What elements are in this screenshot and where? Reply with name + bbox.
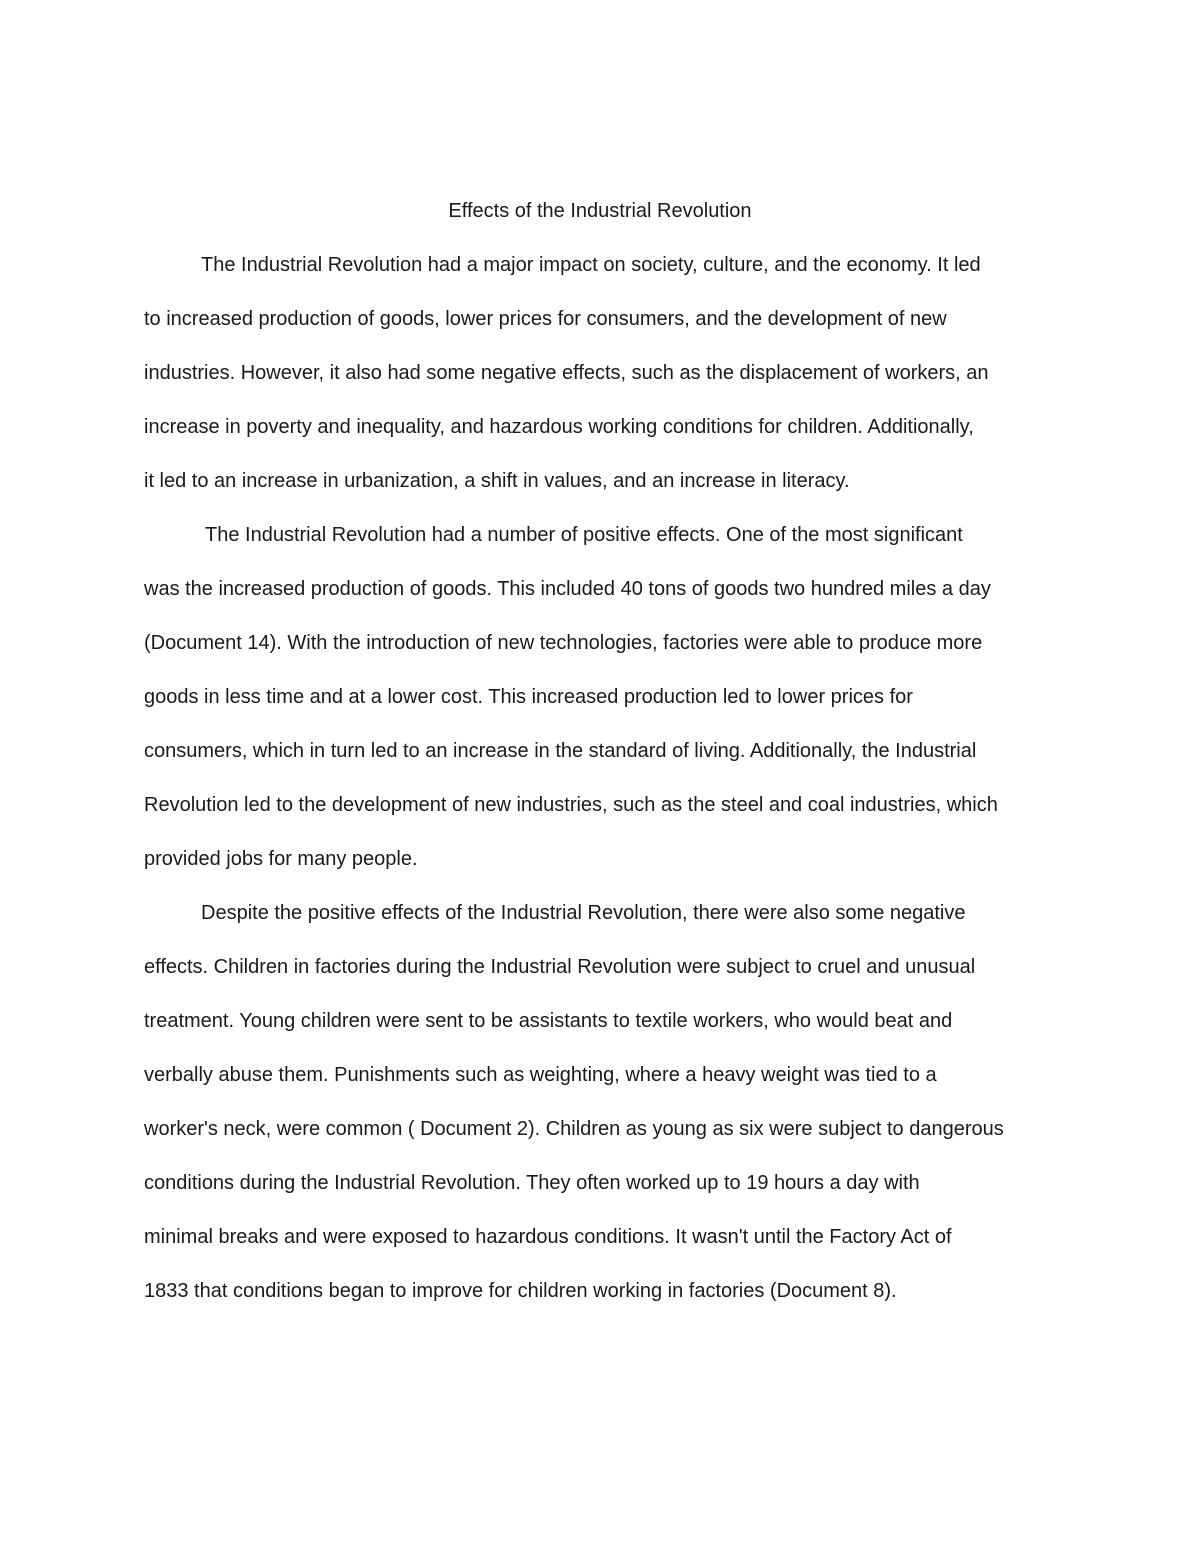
paragraph-3-line-7: minimal breaks and were exposed to hazardous conditions. It wasn't until the Factory Act of [144,1226,952,1248]
paragraph-2-line-6: Revolution led to the development of new industries, such as the steel and coal industries, which [144,794,998,816]
paragraph-1-line-5: it led to an increase in urbanization, a shift in values, and an increase in literacy. [144,470,850,492]
paragraph-3-line-4: verbally abuse them. Punishments such as weighting, where a heavy weight was tied to a [144,1064,937,1086]
paragraph-2-line-5: consumers, which in turn led to an increase in the standard of living. Additionally, the Industrial [144,740,977,762]
paragraph-1-line-3: industries. However, it also had some negative effects, such as the displacement of workers, an [144,362,989,384]
paragraph-2-line-1: The Industrial Revolution had a number of positive effects. One of the most significant [205,524,963,546]
paragraph-3-line-2: effects. Children in factories during the Industrial Revolution were subject to cruel and unusual [144,956,976,978]
paragraph-3-line-3: treatment. Young children were sent to be assistants to textile workers, who would beat and [144,1010,953,1032]
paragraph-3-line-1: Despite the positive effects of the Industrial Revolution, there were also some negative [201,902,966,924]
paragraph-3-line-5: worker's neck, were common ( Document 2). Children as young as six were subject to dangerous [144,1118,1004,1140]
paragraph-2-line-2: was the increased production of goods. This included 40 tons of goods two hundred miles a day [144,578,991,600]
paragraph-3-line-8: 1833 that conditions began to improve for children working in factories (Document 8). [144,1280,897,1302]
paragraph-2-line-3: (Document 14). With the introduction of new technologies, factories were able to produce more [144,632,983,654]
paragraph-2-line-7: provided jobs for many people. [144,848,418,870]
paragraph-1-line-2: to increased production of goods, lower prices for consumers, and the development of new [144,308,947,330]
paragraph-1-line-4: increase in poverty and inequality, and hazardous working conditions for children. Additionally, [144,416,974,438]
paragraph-1-line-1: The Industrial Revolution had a major impact on society, culture, and the economy. It led [201,254,981,276]
paragraph-2-line-4: goods in less time and at a lower cost. This increased production led to lower prices for [144,686,913,708]
document-title: Effects of the Industrial Revolution [448,200,752,222]
paragraph-3-line-6: conditions during the Industrial Revolution. They often worked up to 19 hours a day with [144,1172,920,1194]
